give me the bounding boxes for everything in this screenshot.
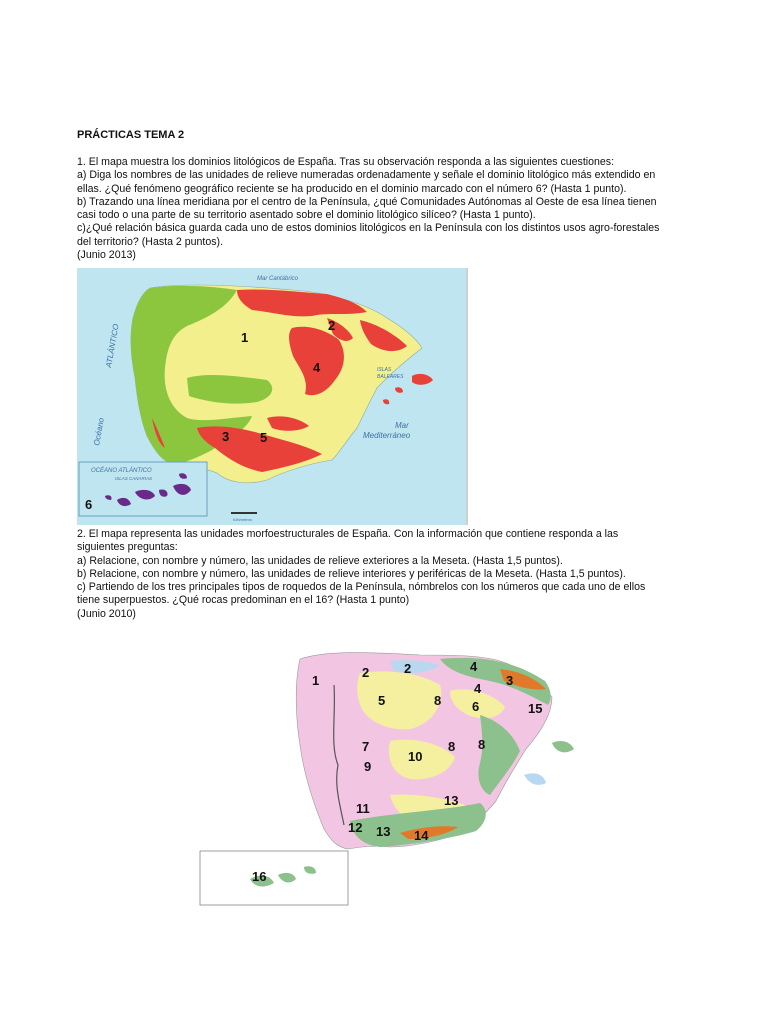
label-canarias-ocean: OCÉANO ATLÁNTICO bbox=[91, 468, 152, 474]
map2-number: 4 bbox=[470, 659, 478, 674]
map2-number: 4 bbox=[474, 681, 482, 696]
label-canarias: ISLAS CANARIAS bbox=[115, 476, 153, 481]
q1-line: (Junio 2013) bbox=[77, 249, 136, 262]
q1-line: b) Trazando una línea meridiana por el centro de la Península, ¿qué Comunidades Autónomas al Oeste de esa línea tienen bbox=[77, 195, 657, 208]
map2-number: 2 bbox=[404, 661, 412, 676]
label-cantabrico: Mar Cantábrico bbox=[257, 276, 299, 282]
label-mediterraneo: Mediterráneo bbox=[363, 431, 411, 440]
q1-line: 1. El mapa muestra los dominios litológicos de España. Tras su observación responda a las siguientes cuestiones: bbox=[77, 156, 615, 168]
question-2-text bbox=[77, 528, 757, 621]
label-oceano: Océano bbox=[92, 417, 106, 447]
map2-number: 8 bbox=[448, 739, 456, 754]
q1-line: ellas. ¿Qué fenómeno geográfico reciente se ha producido en el dominio marcado con el número 6? (Hasta 1 punto). bbox=[77, 182, 627, 195]
map1-number: 6 bbox=[85, 497, 93, 512]
label-baleares-2: BALEARES bbox=[377, 374, 404, 380]
q2-line: 2. El mapa representa las unidades morfoestructurales de España. Con la información que contiene responda a las bbox=[77, 528, 619, 540]
map1-number: 3 bbox=[222, 429, 230, 444]
label-atlantico: ATLÁNTICO bbox=[104, 323, 121, 369]
q2-line: siguientes preguntas: bbox=[77, 541, 178, 554]
lithology-map-svg bbox=[77, 268, 466, 525]
morphostructure-map-svg bbox=[190, 625, 543, 908]
q2-line: tiene superpuestos. ¿Qué rocas predominan en el 16? (Hasta 1 punto) bbox=[77, 594, 410, 607]
map2-number: 14 bbox=[414, 828, 429, 843]
label-baleares-1: ISLAS bbox=[377, 367, 392, 373]
q2-line: c) Partiendo de los tres principales tipos de roquedos de la Península, nómbrelos con los números que cada uno de ellos bbox=[77, 581, 646, 594]
map2-number: 2 bbox=[362, 665, 370, 680]
morphostructure-map bbox=[190, 625, 543, 908]
map2-number: 8 bbox=[478, 737, 486, 752]
map2-number: 10 bbox=[408, 749, 423, 764]
page-title: PRÁCTICAS TEMA 2 bbox=[77, 129, 185, 141]
map2-number: 7 bbox=[362, 739, 370, 754]
map2-number: 15 bbox=[528, 701, 543, 716]
map2-number: 12 bbox=[348, 820, 363, 835]
q1-line: a) Diga los nombres de las unidades de relieve numeradas ordenadamente y señale el dominio litológico más extendido en bbox=[77, 169, 656, 182]
label-scale: Kilómetros bbox=[233, 517, 252, 522]
map2-number: 13 bbox=[444, 793, 459, 808]
map2-number: 9 bbox=[364, 759, 372, 774]
map2-number: 6 bbox=[472, 699, 480, 714]
label-mar: Mar bbox=[395, 421, 409, 430]
map2-number: 8 bbox=[434, 693, 442, 708]
map2-number: 3 bbox=[506, 673, 514, 688]
map1-number: 5 bbox=[260, 430, 268, 445]
map2-number: 11 bbox=[356, 801, 370, 816]
lithology-map bbox=[77, 268, 468, 525]
map1-number: 4 bbox=[313, 360, 321, 375]
q1-line: del territorio? (Hasta 2 puntos). bbox=[77, 235, 224, 248]
q1-line: c)¿Qué relación básica guarda cada uno de estos dominios litológicos en la Península con los distintos usos agro-forestales bbox=[77, 222, 660, 235]
map2-number: 1 bbox=[312, 673, 320, 688]
map2-number: 5 bbox=[378, 693, 386, 708]
map1-number: 1 bbox=[241, 330, 249, 345]
q2-line: b) Relacione, con nombre y número, las unidades de relieve interiores y periféricas de la Meseta. (Hasta 1,5 puntos). bbox=[77, 567, 626, 580]
map2-number: 16 bbox=[252, 869, 267, 884]
question-1-text bbox=[77, 156, 757, 262]
map2-number: 13 bbox=[376, 824, 391, 839]
q2-line: a) Relacione, con nombre y número, las unidades de relieve exteriores a la Meseta. (Hasta 1,5 puntos). bbox=[77, 554, 563, 567]
map1-number: 2 bbox=[328, 318, 336, 333]
q2-line: (Junio 2010) bbox=[77, 607, 136, 620]
q1-line: casi todo o una parte de su territorio asentado sobre el dominio litológico silíceo? (Hasta 1 punto). bbox=[77, 209, 536, 222]
